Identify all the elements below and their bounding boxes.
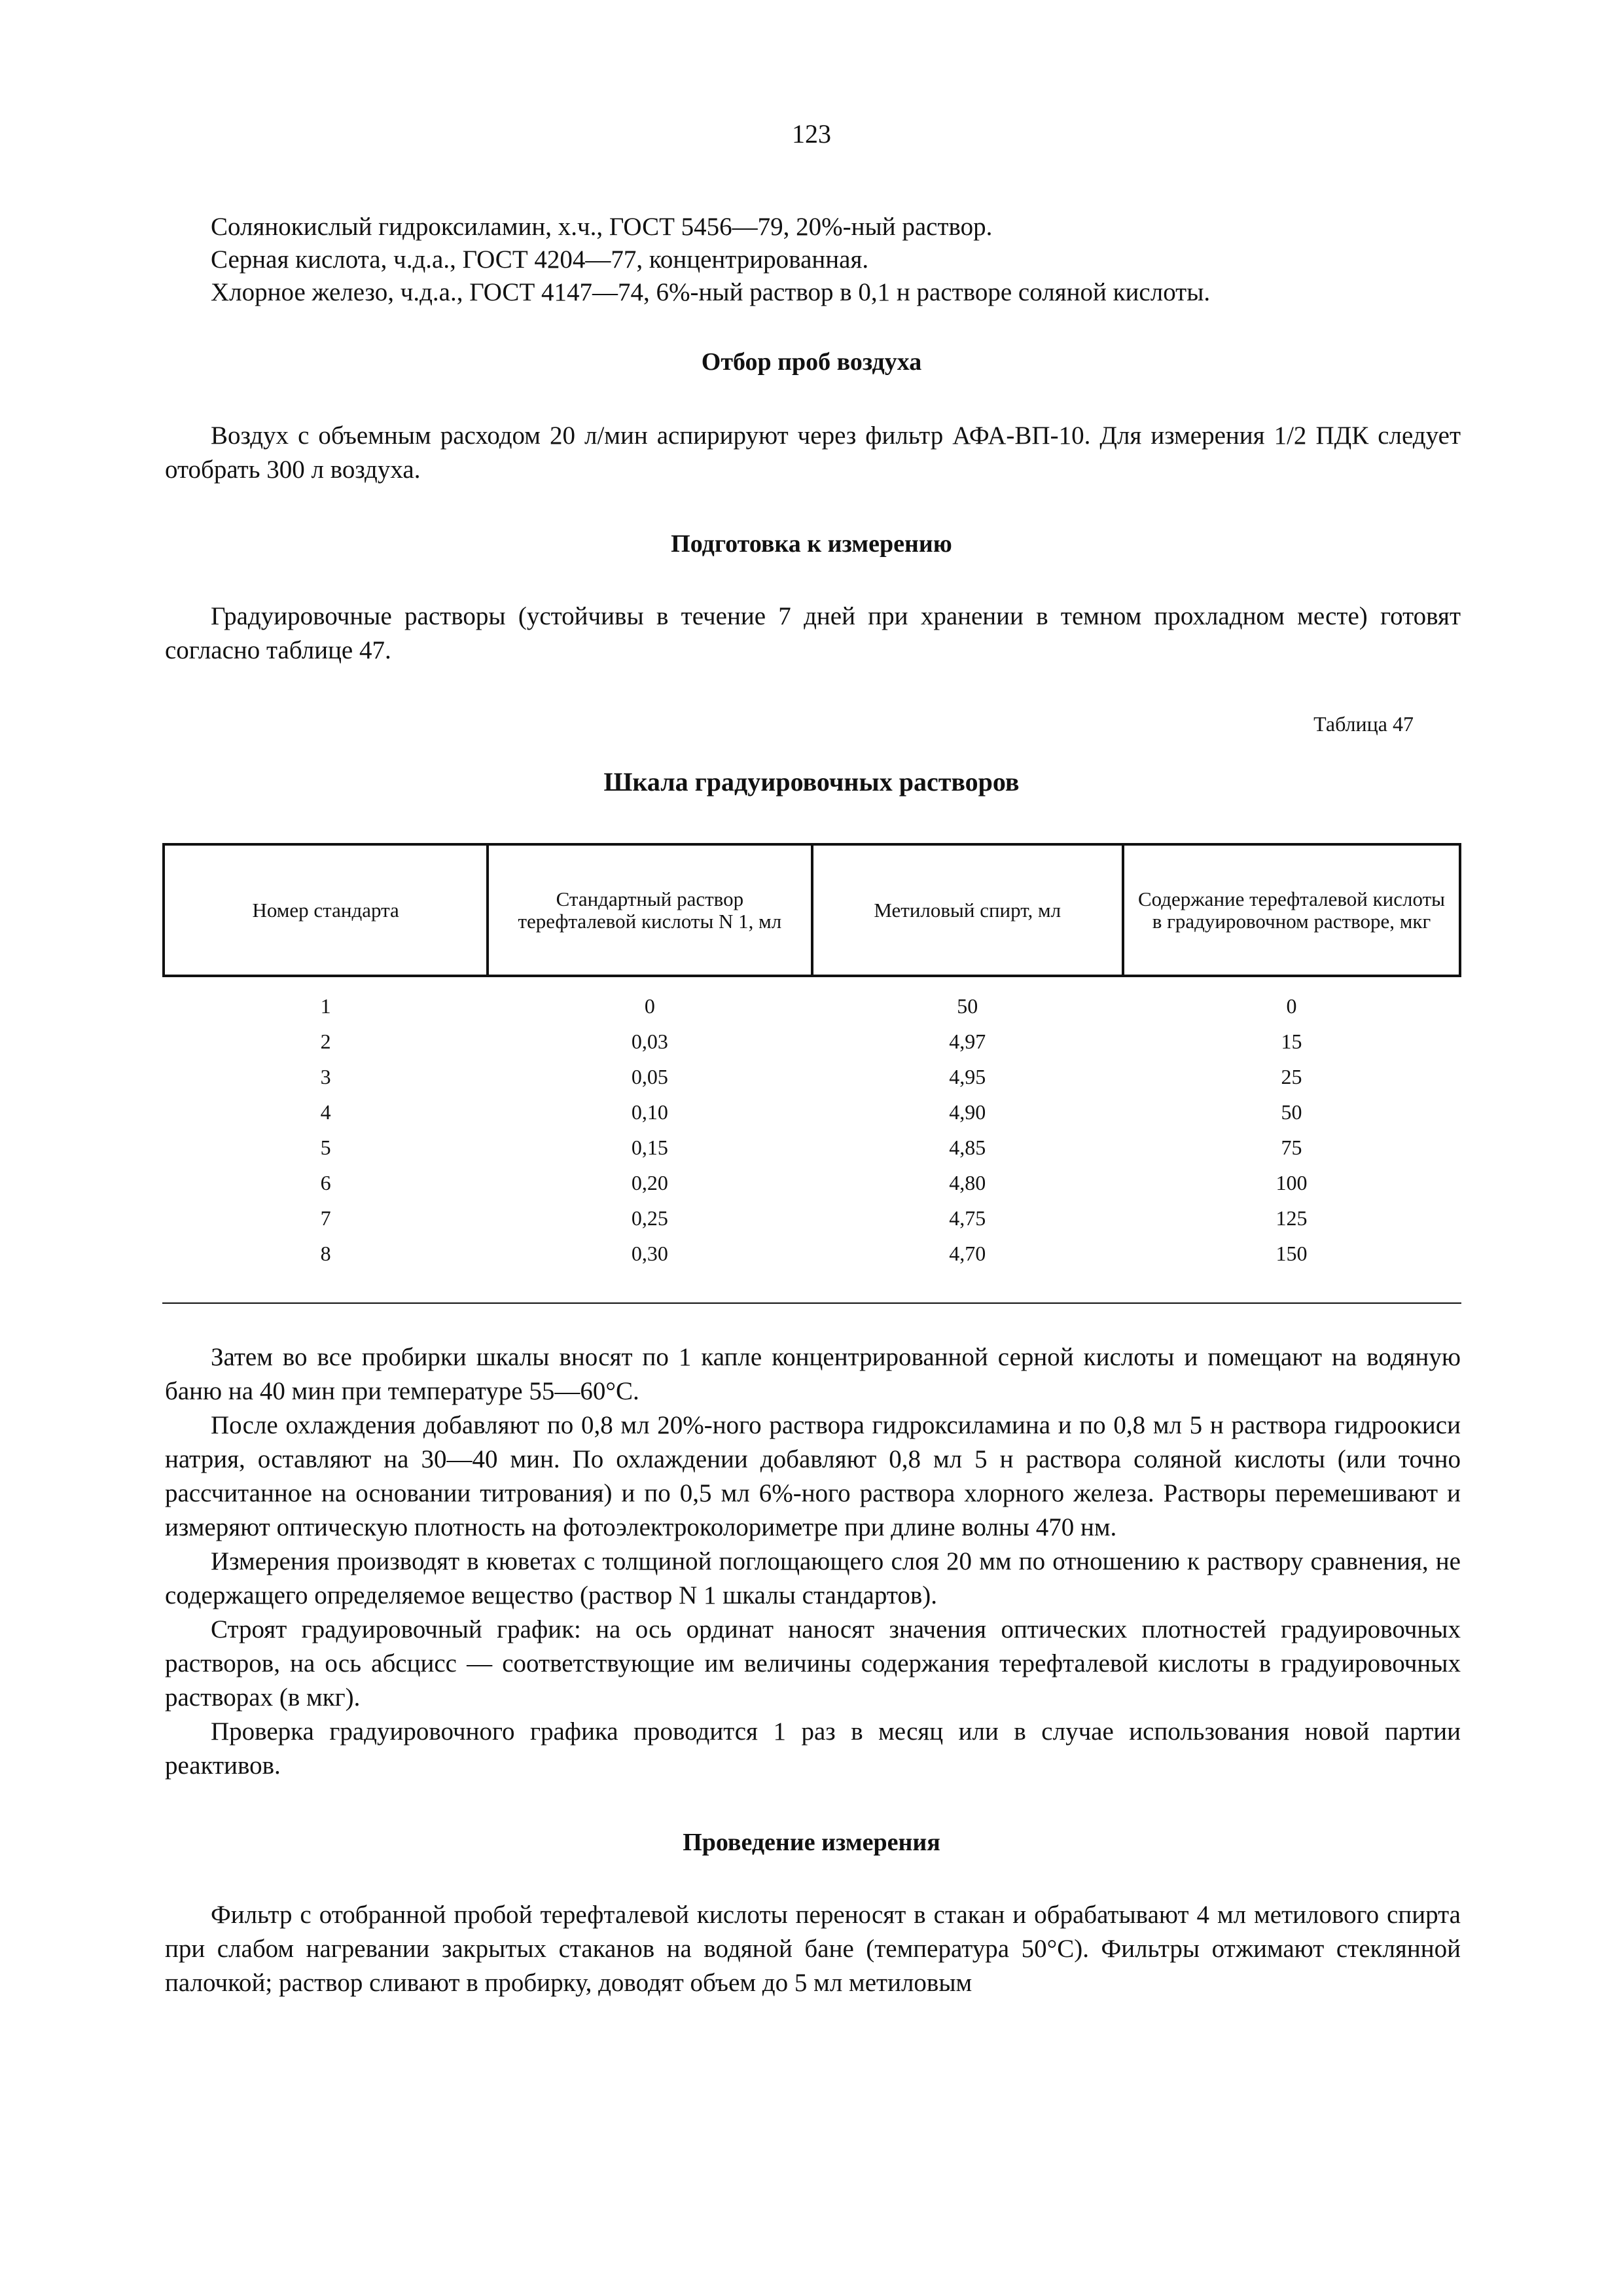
- cell-acid-content: 75: [1281, 1136, 1302, 1160]
- header-standard-solution: Стандартный раствор терефталевой кислоты N 1, мл: [488, 844, 812, 976]
- paragraph-text: Строят градуировочный график: на ось ординат наносят значения оптических плотностей градуировочных растворов, на ось абсцисс — соответствующие им величины содержания терефталевой кислоты в градуировочных растворах (в мкг).: [165, 1615, 1461, 1712]
- cell-standard-number: 6: [320, 1171, 331, 1195]
- cell-methyl-alcohol: 4,95: [949, 1065, 986, 1089]
- table-bottom-rule: [162, 1302, 1461, 1304]
- table-row: [164, 1130, 1460, 1166]
- reagent-line: Серная кислота, ч.д.а., ГОСТ 4204—77, концентрированная.: [211, 245, 869, 274]
- reagents-list: [211, 211, 1454, 309]
- table-row: [164, 976, 1460, 1024]
- table-row: [164, 1060, 1460, 1095]
- paragraph-text: Фильтр с отобранной пробой терефталевой кислоты переносят в стакан и обрабатывают 4 мл метилового спирта при слабом нагревании закрытых стаканов на водяной бане (температура 50°С). Фильтры отжимают стеклянной палочкой; раствор сливают в пробирку, доводят объем до 5 мл метиловым: [165, 1901, 1461, 1997]
- paragraph-text: После охлаждения добавляют по 0,8 мл 20%-ного раствора гидроксиламина и по 0,8 мл 5 н раствора гидроокиси натрия, оставляют на 30—40 мин. По охлаждении добавляют 0,8 мл 5 н раствора соляной кислоты (или точно рассчитанное на основании титрования) и по 0,5 мл 6%-ного раствора хлорного железа. Растворы перемешивают и измеряют оптическую плотность на фотоэлектроколориметре при длине волны 470 нм.: [165, 1411, 1461, 1541]
- header-acid-content: Содержание терефталевой кислоты в градуировочном растворе, мкг: [1123, 844, 1460, 976]
- cell-standard-solution: 0,15: [631, 1136, 668, 1160]
- cell-standard-solution: 0,03: [631, 1030, 668, 1054]
- cell-methyl-alcohol: 50: [957, 994, 978, 1018]
- cell-acid-content: 125: [1275, 1206, 1308, 1230]
- table-title: Шкала градуировочных растворов: [603, 767, 1020, 797]
- cell-standard-number: 5: [320, 1136, 331, 1160]
- paragraph-text: Проверка градуировочного графика проводится 1 раз в месяц или в случае использования новой партии реактивов.: [165, 1717, 1461, 1780]
- table-row: [164, 1095, 1460, 1130]
- table-row: [164, 1201, 1460, 1236]
- cell-acid-content: 50: [1281, 1100, 1302, 1124]
- calibration-table: [162, 843, 1461, 1272]
- heading-air-sampling: Отбор проб воздуха: [701, 348, 922, 376]
- cell-acid-content: 0: [1286, 994, 1297, 1018]
- cell-methyl-alcohol: 4,75: [949, 1206, 986, 1230]
- paragraph-text: Градуировочные растворы (устойчивы в течение 7 дней при хранении в темном прохладном месте) готовят согласно таблице 47.: [165, 602, 1461, 664]
- table-row: [164, 1024, 1460, 1060]
- cell-acid-content: 15: [1281, 1030, 1302, 1054]
- page-number: 123: [792, 119, 831, 149]
- cell-methyl-alcohol: 4,70: [949, 1242, 986, 1266]
- cell-standard-number: 7: [320, 1206, 331, 1230]
- header-methyl-alcohol: Метиловый спирт, мл: [812, 844, 1123, 976]
- cell-standard-number: 8: [320, 1242, 331, 1266]
- paragraph-preparation: [165, 600, 1461, 668]
- table-number: Таблица 47: [1313, 712, 1414, 736]
- table-header-row: [164, 844, 1460, 976]
- paragraph-text: Воздух с объемным расходом 20 л/мин аспирируют через фильтр АФА-ВП-10. Для измерения 1/2 ПДК следует отобрать 300 л воздуха.: [165, 422, 1461, 484]
- cell-standard-solution: 0,30: [631, 1242, 668, 1266]
- heading-measurement: Проведение измерения: [683, 1829, 940, 1856]
- cell-standard-number: 3: [320, 1065, 331, 1089]
- reagent-line: Хлорное железо, ч.д.а., ГОСТ 4147—74, 6%-ный раствор в 0,1 н растворе соляной кислоты.: [211, 278, 1211, 306]
- cell-methyl-alcohol: 4,85: [949, 1136, 986, 1160]
- cell-standard-solution: 0,10: [631, 1100, 668, 1124]
- cell-methyl-alcohol: 4,80: [949, 1171, 986, 1195]
- cell-standard-solution: 0,05: [631, 1065, 668, 1089]
- cell-standard-number: 1: [320, 994, 331, 1018]
- cell-acid-content: 25: [1281, 1065, 1302, 1089]
- paragraph-text: Затем во все пробирки шкалы вносят по 1 капле концентрированной серной кислоты и помещают на водяную баню на 40 мин при температуре 55—60°С.: [165, 1343, 1461, 1405]
- reagent-line: Солянокислый гидроксиламин, х.ч., ГОСТ 5456—79, 20%-ный раствор.: [211, 213, 993, 241]
- heading-preparation: Подготовка к измерению: [671, 530, 952, 558]
- cell-methyl-alcohol: 4,97: [949, 1030, 986, 1054]
- paragraphs-after-table: [165, 1340, 1461, 1783]
- cell-standard-solution: 0: [644, 994, 655, 1018]
- paragraph-text: Измерения производят в кюветах с толщиной поглощающего слоя 20 мм по отношению к раствору сравнения, не содержащего определяемое вещество (раствор N 1 шкалы стандартов).: [165, 1547, 1461, 1609]
- cell-acid-content: 150: [1275, 1242, 1308, 1266]
- paragraph-air-sampling: [165, 419, 1461, 487]
- cell-standard-number: 4: [320, 1100, 331, 1124]
- table-row: [164, 1166, 1460, 1201]
- cell-acid-content: 100: [1275, 1171, 1308, 1195]
- cell-standard-solution: 0,20: [631, 1171, 668, 1195]
- cell-standard-solution: 0,25: [631, 1206, 668, 1230]
- cell-methyl-alcohol: 4,90: [949, 1100, 986, 1124]
- cell-standard-number: 2: [320, 1030, 331, 1054]
- table-row: [164, 1236, 1460, 1272]
- header-standard-number: Номер стандарта: [164, 844, 488, 976]
- paragraph-measurement: [165, 1898, 1461, 2000]
